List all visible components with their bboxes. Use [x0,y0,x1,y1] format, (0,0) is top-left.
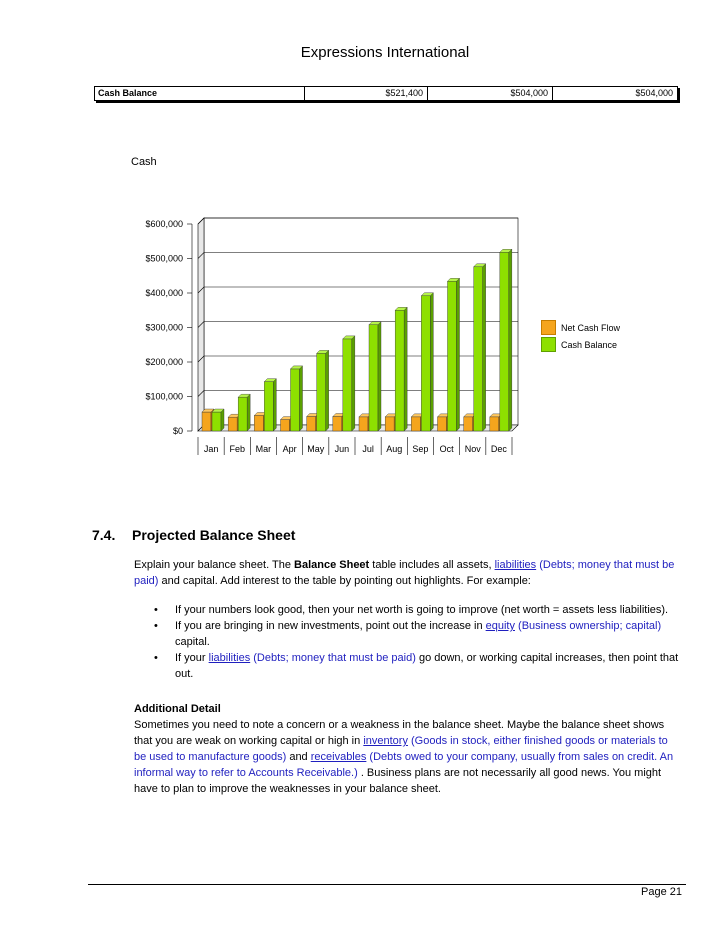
x-tick-label: Jul [362,444,374,454]
page-number: Page 21 [641,886,682,898]
y-tick-label: $200,000 [145,357,183,367]
bar-side [378,322,381,431]
y-tick-label: $0 [172,426,183,436]
bar [228,417,237,431]
bar-side [273,379,276,431]
legend-swatch-green [541,337,556,352]
bar-side [509,249,512,431]
cash-balance-table [94,86,678,101]
y-tick-label: $600,000 [145,219,183,229]
glossary-definition: (Debts; money that must be paid) [250,652,416,664]
bar [317,353,326,431]
x-tick-label: Oct [439,444,454,454]
x-tick-label: Jan [203,444,219,454]
bar [291,369,300,431]
bar-side [352,336,355,431]
bullet-list [154,602,679,682]
legend-swatch-orange [541,320,556,335]
glossary-definition: (Debts; money that must be paid) [134,559,675,587]
bar [254,415,263,431]
x-tick-label: Aug [386,444,403,454]
text: capital. [175,636,210,648]
list-item [154,602,679,618]
x-tick-label: Apr [282,444,297,454]
bar [212,412,221,431]
legend-label: Cash Balance [561,339,618,350]
list-item [154,650,679,682]
section-number: 7.4. [92,527,116,543]
bar-side [457,278,460,431]
additional-detail-paragraph [134,701,679,797]
bar [369,325,378,431]
additional-detail-heading: Additional Detail [134,703,221,715]
chart-legend [541,319,620,353]
text: If your [175,652,209,664]
text: table includes all assets, [369,559,495,571]
bar [411,417,420,431]
glossary-definition: (Goods in stock, either finished goods or materials to be used to manufacture goods) [134,735,668,763]
section-heading [92,527,295,543]
cash-balance-label: Cash Balance [98,88,158,98]
bar-side [247,394,250,431]
bar [500,252,509,431]
bar [307,417,316,431]
text: Explain your balance sheet. The [134,559,295,571]
cash-balance-value: $504,000 [552,87,677,100]
y-tick-label: $500,000 [145,253,183,264]
text: and capital. Add interest to the table by pointing out highlights. For example: [158,575,531,587]
bar [333,417,342,431]
bullet-icon: • [154,652,158,664]
x-tick-label: Mar [255,444,272,454]
bar-side [483,264,486,431]
legend-label: Net Cash Flow [561,322,621,333]
bullet-icon: • [154,620,158,632]
chart-title: Cash [131,156,157,168]
y-tick-label: $400,000 [145,288,183,298]
bar-side [221,409,224,431]
bar [281,420,290,431]
bar [238,397,247,431]
bar [264,382,273,431]
glossary-link-liabilities[interactable]: liabilities [208,652,251,664]
cash-bar-chart [130,212,530,460]
glossary-link-inventory[interactable]: inventory [363,735,408,747]
y-tick-label: $100,000 [145,391,183,402]
footer-divider [88,884,686,885]
bar [385,417,394,431]
glossary-link-equity[interactable]: equity [485,620,515,632]
y-tick-label: $300,000 [145,322,183,333]
text: go down, or working capital increases, then point that out. [175,652,679,680]
glossary-definition: (Business ownership; capital) [514,620,662,632]
bar [421,296,430,431]
bar-side [300,366,303,431]
list-item [154,618,679,650]
bar [464,417,473,431]
bar [343,339,352,431]
bar-side [430,293,433,431]
text: If your numbers look good, then your net worth is going to improve (net worth = assets less liabilities). [175,604,669,616]
x-tick-label: Jun [334,444,350,454]
section-title: Projected Balance Sheet [132,527,296,543]
document-header-title: Expressions International [300,44,470,61]
bar [395,310,404,431]
text: Sometimes you need to note a concern or a weakness in the balance sheet. Maybe the balance sheet shows that you are weak on working capital or high in [134,719,665,747]
x-tick-label: Dec [490,444,507,454]
bar [490,417,499,431]
glossary-link-receivables[interactable]: receivables [310,751,367,763]
x-tick-label: Feb [229,444,246,454]
x-tick-label: Sep [412,444,429,454]
bold-term: Balance Sheet [294,559,370,571]
glossary-definition: (Debts owed to your company, usually from sales on credit. An informal way to refer to Accounts Receivable.) [134,751,674,779]
cash-balance-value: $504,000 [427,87,552,100]
bar [474,267,483,431]
bar [438,417,447,431]
bullet-icon: • [154,604,158,616]
bar [448,281,457,431]
bar [359,417,368,431]
text: and [286,751,311,763]
intro-paragraph [134,557,679,589]
bar [202,412,211,431]
glossary-link-liabilities[interactable]: liabilities [494,559,537,571]
legend-item-cash-balance [541,336,620,353]
text: If you are bringing in new investments, point out the increase in [175,620,486,632]
x-tick-label: Nov [464,444,481,454]
x-tick-label: May [307,444,325,454]
bar-side [326,350,329,431]
cash-balance-value: $521,400 [304,87,427,100]
text: . Business plans are not necessarily all good news. You might have to plan to improve the weaknesses in your balance sheet. [134,767,662,795]
legend-item-net-cash-flow [541,319,620,336]
bar-side [404,307,407,431]
